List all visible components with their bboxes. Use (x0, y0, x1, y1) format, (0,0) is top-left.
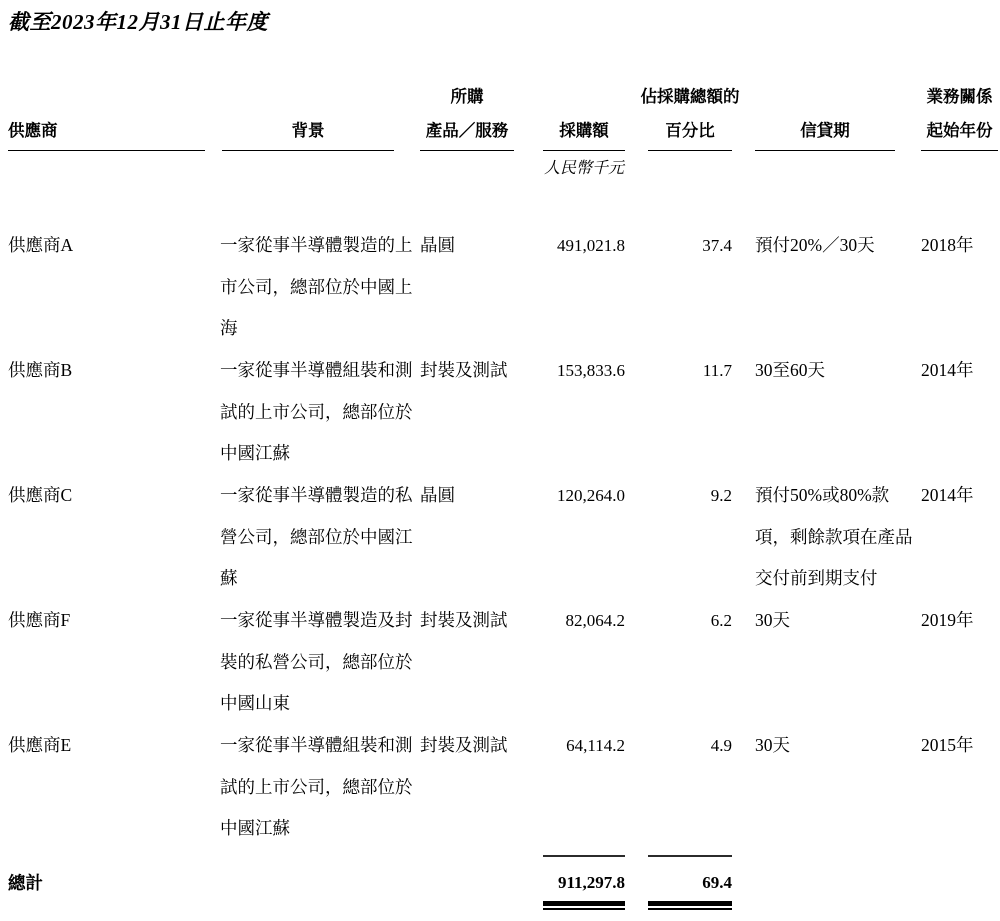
percentage-cell: 9.2 (710, 486, 732, 505)
total-purchase: 911,297.8 (543, 855, 625, 901)
credit-period-cell: 30天 (755, 610, 790, 630)
credit-period-cell: 預付50%或80%款項，剩餘款項在產品交付前到期支付 (755, 485, 913, 588)
header-products (420, 78, 520, 151)
relation-year-cell: 2014年 (921, 360, 974, 380)
products-cell: 封裝及測試 (420, 610, 508, 630)
header-credit-period-label: 信貸期 (800, 122, 850, 140)
currency-unit: 人民幣千元 (543, 160, 624, 177)
total-row (8, 855, 998, 901)
header-relation-line1: 業務關係 (926, 88, 993, 106)
relation-year-cell: 2014年 (921, 485, 974, 505)
double-rule-percentage (648, 901, 732, 910)
table-row-supplier-f (8, 600, 998, 725)
unit-row (8, 159, 998, 179)
supplier-cell: 供應商F (8, 610, 71, 630)
products-cell: 封裝及測試 (420, 360, 508, 380)
total-percentage: 69.4 (648, 855, 732, 901)
credit-period-cell: 30天 (755, 735, 790, 755)
header-supplier-label: 供應商 (8, 122, 58, 140)
header-relation-year (921, 78, 998, 151)
header-relation-line2: 起始年份 (926, 122, 993, 140)
supplier-cell: 供應商B (8, 360, 73, 380)
supplier-cell: 供應商A (8, 235, 74, 255)
relation-year-cell: 2019年 (921, 610, 974, 630)
header-background (220, 78, 416, 151)
products-cell: 封裝及測試 (420, 735, 508, 755)
table-header (8, 78, 998, 151)
purchase-cell: 120,264.0 (557, 486, 625, 505)
products-cell: 晶圓 (420, 485, 455, 505)
table-row-supplier-b (8, 350, 998, 475)
relation-year-cell: 2015年 (921, 735, 974, 755)
purchase-cell: 64,114.2 (566, 736, 625, 755)
header-supplier (8, 78, 205, 151)
purchase-cell: 153,833.6 (557, 361, 625, 380)
header-purchase-label: 採購額 (559, 122, 609, 140)
header-percentage-line1: 佔採購總額的 (640, 88, 740, 106)
background-cell: 一家從事半導體製造的上市公司，總部位於中國上海 (220, 235, 413, 338)
total-label: 總計 (8, 873, 43, 893)
header-background-label: 背景 (291, 122, 325, 140)
percentage-cell: 37.4 (702, 236, 732, 255)
supplier-cell: 供應商C (8, 485, 73, 505)
percentage-cell: 6.2 (710, 611, 732, 630)
purchase-cell: 82,064.2 (565, 611, 625, 630)
background-cell: 一家從事半導體組裝和測試的上市公司，總部位於中國江蘇 (220, 735, 413, 838)
credit-period-cell: 30至60天 (755, 360, 825, 380)
table-row-supplier-a (8, 225, 998, 350)
percentage-cell: 4.9 (710, 736, 732, 755)
table-row-supplier-e (8, 725, 998, 850)
header-purchase (543, 78, 625, 151)
background-cell: 一家從事半導體組裝和測試的上市公司，總部位於中國江蘇 (220, 360, 413, 463)
background-cell: 一家從事半導體製造及封裝的私營公司，總部位於中國山東 (220, 610, 413, 713)
header-percentage (640, 78, 740, 151)
table-body (8, 225, 998, 850)
header-credit-period (755, 78, 915, 151)
background-cell: 一家從事半導體製造的私營公司，總部位於中國江蘇 (220, 485, 413, 588)
supplier-cell: 供應商E (8, 735, 72, 755)
credit-period-cell: 預付20%／30天 (755, 235, 875, 255)
percentage-cell: 11.7 (702, 361, 732, 380)
purchase-cell: 491,021.8 (557, 236, 625, 255)
double-rule-purchase (543, 901, 625, 910)
relation-year-cell: 2018年 (921, 235, 974, 255)
products-cell: 晶圓 (420, 235, 455, 255)
header-percentage-line2: 百分比 (665, 122, 715, 140)
header-products-line2: 產品／服務 (425, 122, 509, 140)
page-title: 截至2023年12月31日止年度 (8, 10, 268, 34)
header-products-line1: 所購 (450, 88, 484, 106)
table-row-supplier-c (8, 475, 998, 600)
total-double-rule (8, 901, 998, 910)
